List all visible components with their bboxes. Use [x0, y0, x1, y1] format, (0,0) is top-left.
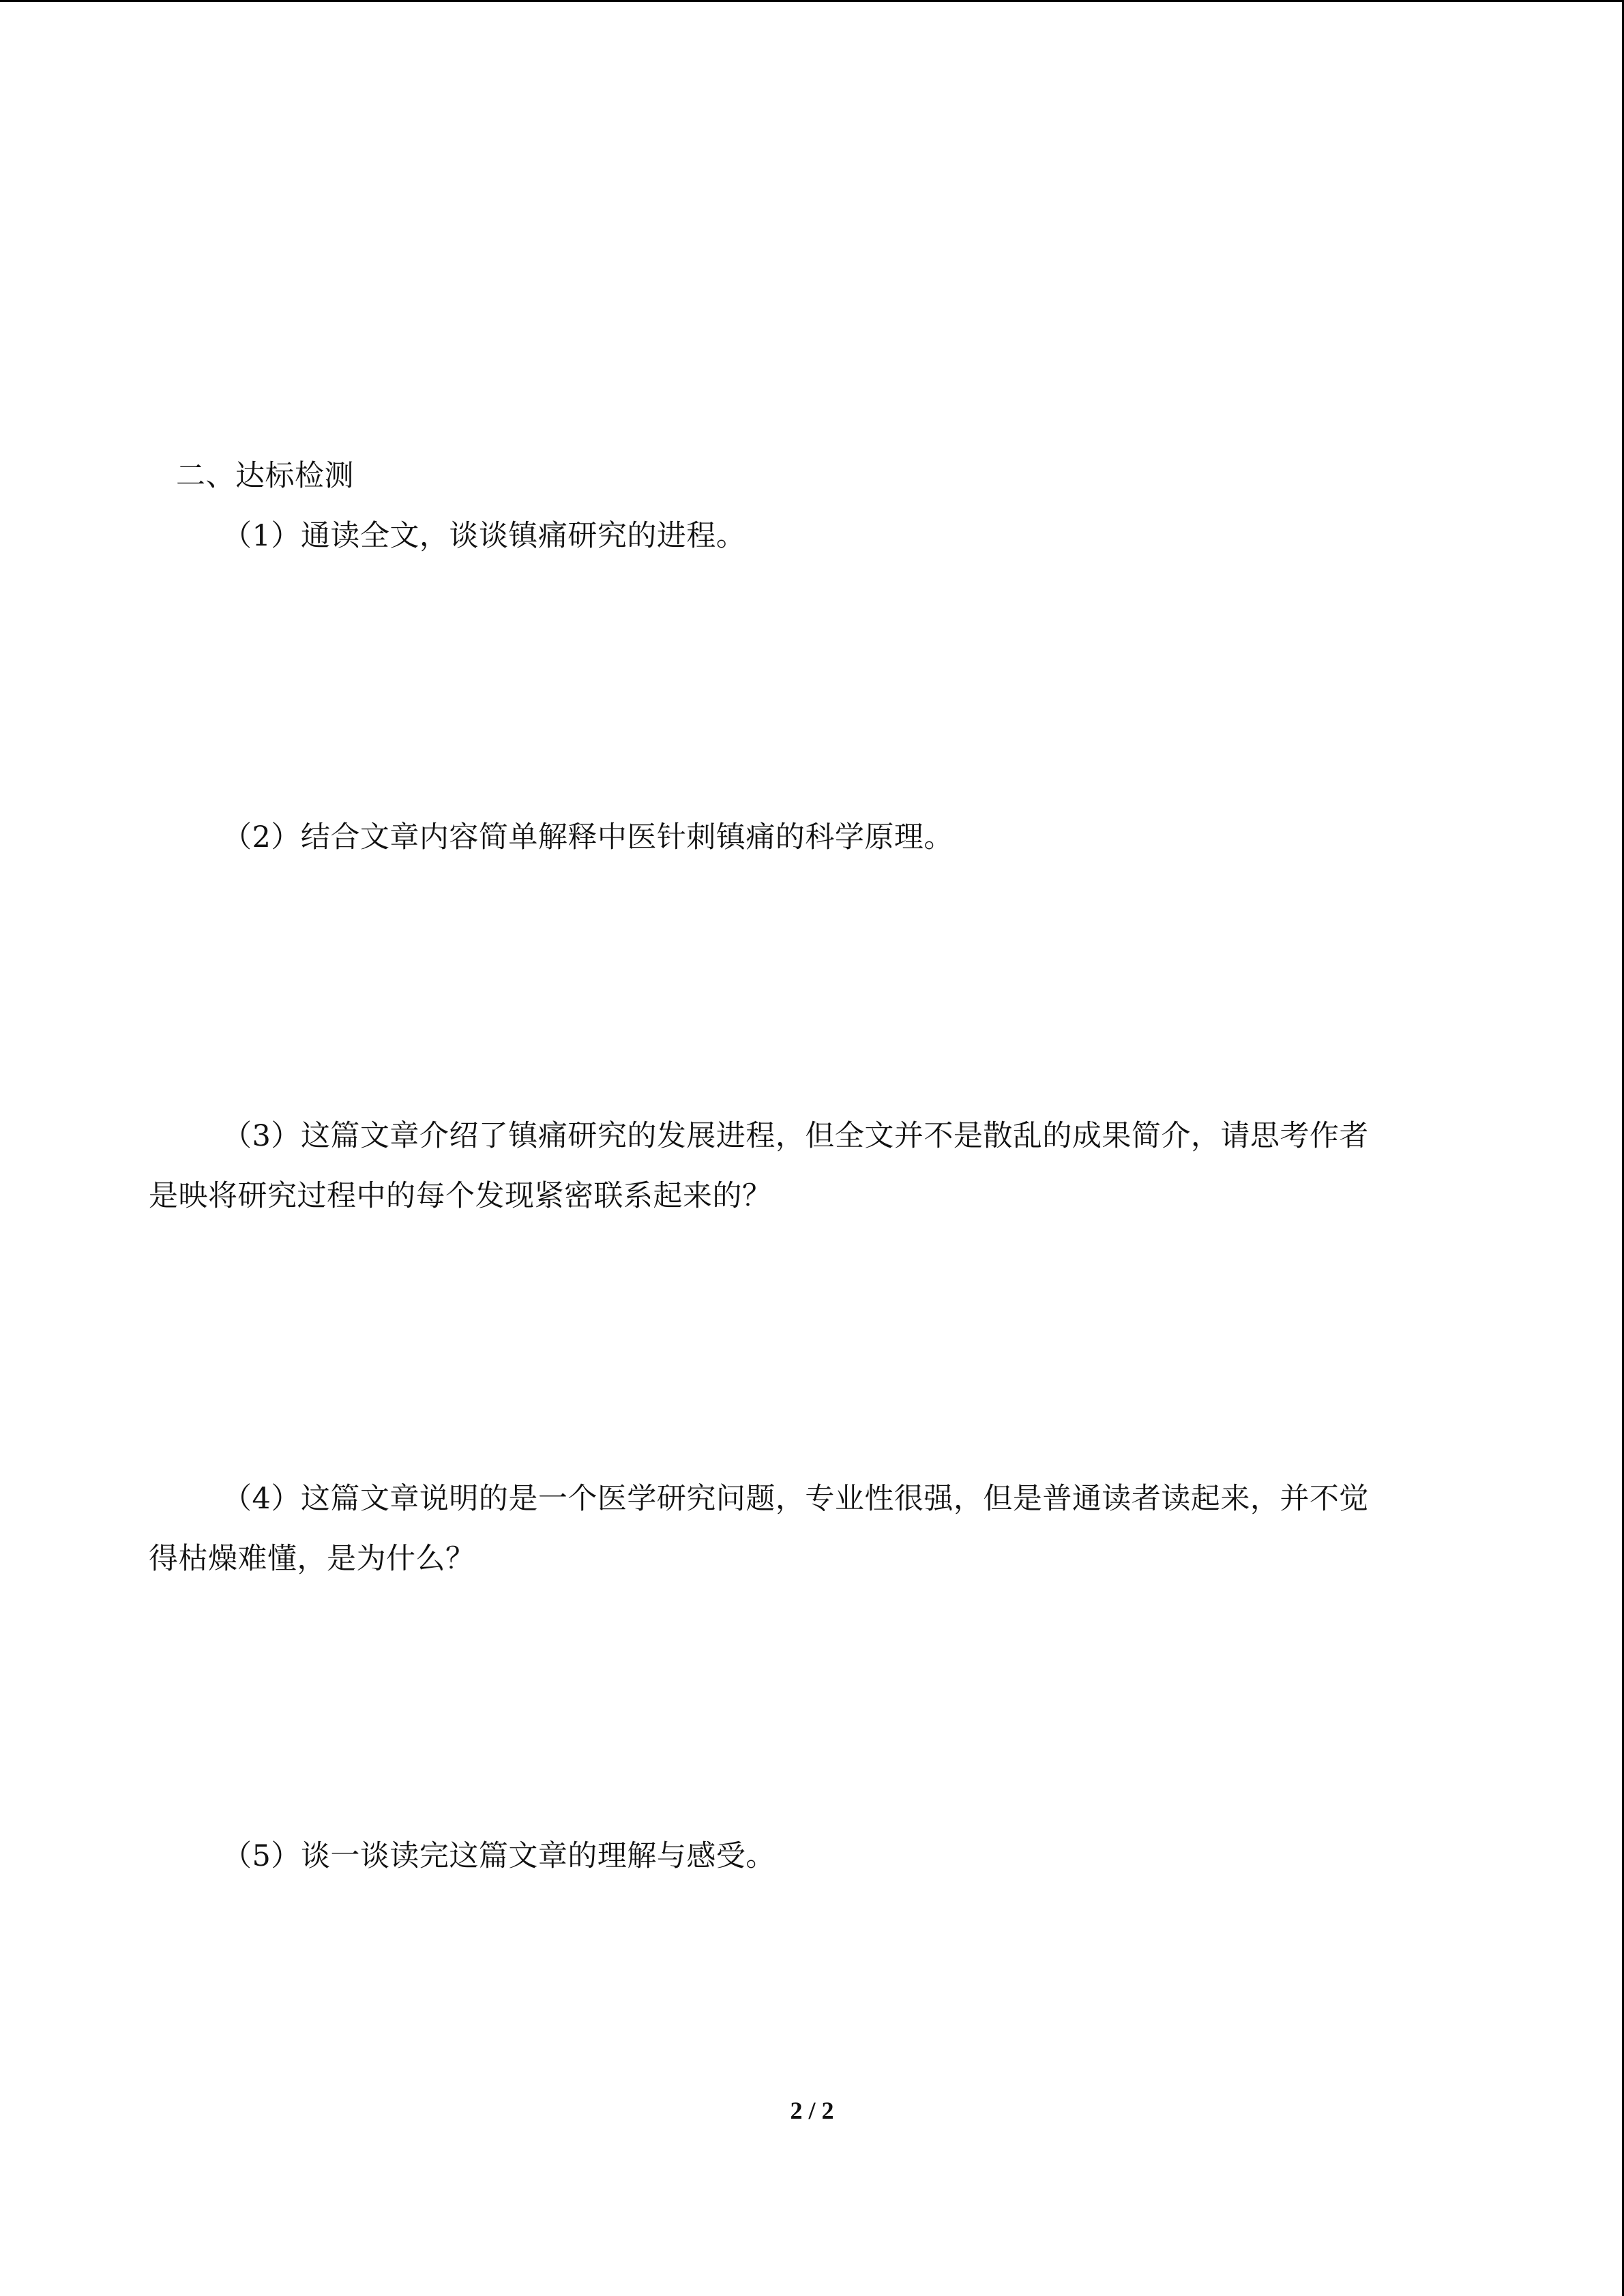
page-number: 2 / 2 — [790, 2097, 834, 2124]
page-top-border — [0, 0, 1624, 2]
question-4-line-2: 得枯燥难懂，是为什么？ — [149, 1542, 475, 1576]
section-title: 二、达标检测 — [176, 459, 354, 493]
question-1: （1）通读全文，谈谈镇痛研究的进程。 — [222, 519, 746, 553]
question-3-line-1: （3）这篇文章介绍了镇痛研究的发展进程，但全文并不是散乱的成果简介，请思考作者 — [222, 1119, 1369, 1153]
question-4-line-1: （4）这篇文章说明的是一个医学研究问题，专业性很强，但是普通读者读起来，并不觉 — [222, 1482, 1369, 1516]
question-2: （2）结合文章内容简单解释中医针刺镇痛的科学原理。 — [222, 820, 954, 854]
question-3-line-2: 是映将研究过程中的每个发现紧密联系起来的？ — [149, 1179, 772, 1213]
question-5: （5）谈一谈读完这篇文章的理解与感受。 — [222, 1839, 776, 1873]
